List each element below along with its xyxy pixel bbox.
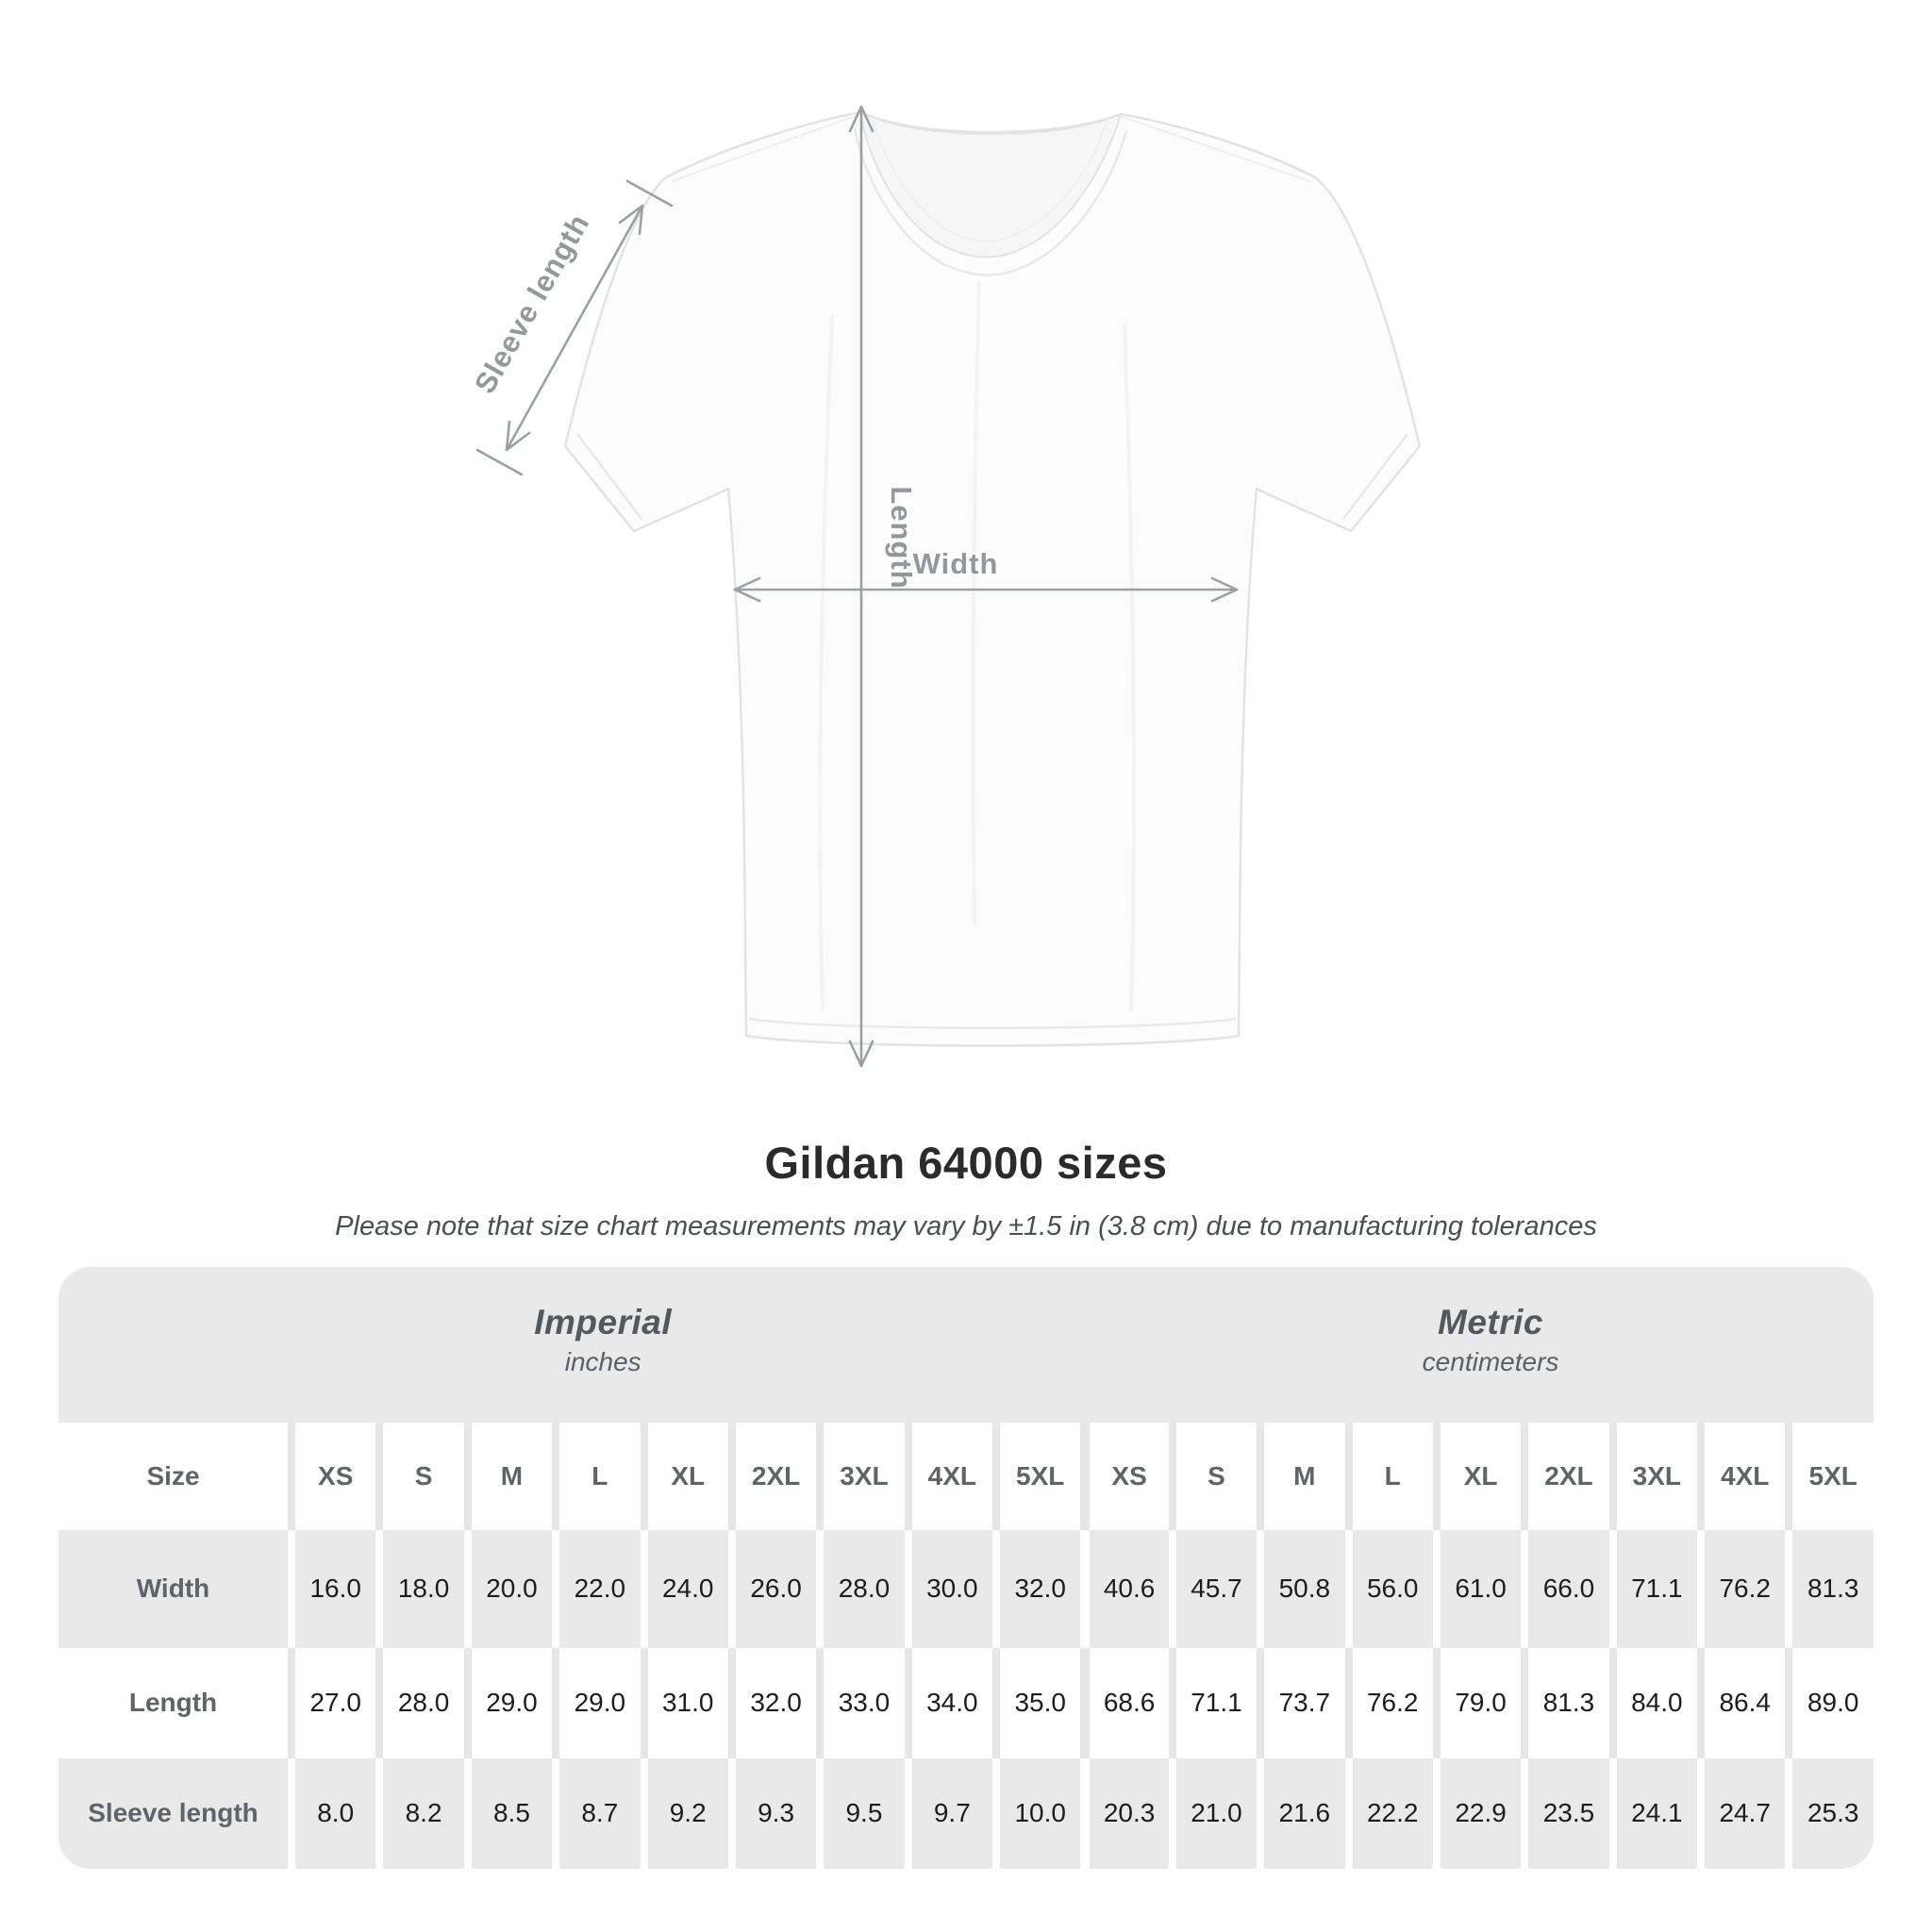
value-imperial: 9.3 <box>728 1758 816 1869</box>
value-imperial: 24.0 <box>641 1530 728 1648</box>
value-imperial: 18.0 <box>375 1530 463 1648</box>
value-imperial: 35.0 <box>992 1648 1080 1758</box>
value-metric: 71.1 <box>1169 1648 1257 1758</box>
value-imperial: 9.5 <box>816 1758 904 1869</box>
value-imperial: 28.0 <box>816 1530 904 1648</box>
length-label: Length <box>885 486 918 590</box>
size-col-imperial-xl: XL <box>641 1423 728 1530</box>
value-metric: 79.0 <box>1433 1648 1521 1758</box>
value-metric: 71.1 <box>1609 1530 1697 1648</box>
value-imperial: 32.0 <box>992 1530 1080 1648</box>
size-col-metric-s: S <box>1169 1423 1257 1530</box>
metric-header <box>1423 1301 1559 1380</box>
size-header-label: Size <box>58 1423 288 1530</box>
metric-unit: centimeters <box>1422 1347 1559 1376</box>
value-imperial: 8.0 <box>288 1758 375 1869</box>
measurement-row-sleeve-length <box>58 1758 1874 1869</box>
value-imperial: 9.7 <box>905 1758 992 1869</box>
value-metric: 40.6 <box>1080 1530 1168 1648</box>
value-imperial: 16.0 <box>288 1530 375 1648</box>
size-col-imperial-2xl: 2XL <box>728 1423 816 1530</box>
size-col-imperial-5xl: 5XL <box>992 1423 1080 1530</box>
size-col-imperial-xs: XS <box>288 1423 375 1530</box>
size-header-row <box>58 1423 1874 1530</box>
size-col-metric-4xl: 4XL <box>1697 1423 1785 1530</box>
value-metric: 50.8 <box>1257 1530 1344 1648</box>
value-metric: 81.3 <box>1521 1648 1608 1758</box>
measurement-row-length <box>58 1648 1874 1758</box>
imperial-header <box>534 1301 672 1380</box>
size-col-imperial-l: L <box>552 1423 640 1530</box>
value-metric: 20.3 <box>1080 1758 1168 1869</box>
size-col-metric-3xl: 3XL <box>1609 1423 1697 1530</box>
value-metric: 84.0 <box>1609 1648 1697 1758</box>
value-metric: 68.6 <box>1080 1648 1168 1758</box>
page-title: Gildan 64000 sizes <box>764 1138 1168 1188</box>
value-metric: 89.0 <box>1785 1648 1874 1758</box>
value-metric: 24.1 <box>1609 1758 1697 1869</box>
value-imperial: 32.0 <box>728 1648 816 1758</box>
value-imperial: 34.0 <box>905 1648 992 1758</box>
value-imperial: 33.0 <box>816 1648 904 1758</box>
value-imperial: 8.7 <box>552 1758 640 1869</box>
value-metric: 21.0 <box>1169 1758 1257 1869</box>
value-metric: 25.3 <box>1785 1758 1874 1869</box>
value-metric: 56.0 <box>1345 1530 1433 1648</box>
unit-header-band <box>58 1267 1874 1423</box>
size-col-metric-xl: XL <box>1433 1423 1521 1530</box>
size-col-imperial-3xl: 3XL <box>816 1423 904 1530</box>
value-metric: 76.2 <box>1345 1648 1433 1758</box>
value-metric: 76.2 <box>1697 1530 1785 1648</box>
size-col-metric-2xl: 2XL <box>1521 1423 1608 1530</box>
value-imperial: 31.0 <box>641 1648 728 1758</box>
value-metric: 23.5 <box>1521 1758 1608 1869</box>
value-imperial: 10.0 <box>992 1758 1080 1869</box>
row-label: Width <box>58 1530 288 1648</box>
value-imperial: 27.0 <box>288 1648 375 1758</box>
size-grid <box>58 1423 1874 1869</box>
row-label: Sleeve length <box>58 1758 288 1869</box>
size-col-imperial-m: M <box>464 1423 552 1530</box>
value-metric: 21.6 <box>1257 1758 1344 1869</box>
size-col-metric-5xl: 5XL <box>1785 1423 1874 1530</box>
metric-title: Metric <box>1438 1303 1544 1341</box>
imperial-unit: inches <box>564 1347 641 1376</box>
sleeve-length-label: Sleeve length <box>468 208 596 399</box>
imperial-title: Imperial <box>534 1303 673 1341</box>
value-metric: 73.7 <box>1257 1648 1344 1758</box>
value-imperial: 29.0 <box>552 1648 640 1758</box>
value-imperial: 8.2 <box>375 1758 463 1869</box>
value-metric: 61.0 <box>1433 1530 1521 1648</box>
size-col-imperial-s: S <box>375 1423 463 1530</box>
value-metric: 66.0 <box>1521 1530 1608 1648</box>
value-imperial: 9.2 <box>641 1758 728 1869</box>
value-metric: 22.9 <box>1433 1758 1521 1869</box>
value-metric: 24.7 <box>1697 1758 1785 1869</box>
value-imperial: 30.0 <box>905 1530 992 1648</box>
value-imperial: 28.0 <box>375 1648 463 1758</box>
value-imperial: 22.0 <box>552 1530 640 1648</box>
width-label: Width <box>912 547 999 580</box>
value-metric: 22.2 <box>1345 1758 1433 1869</box>
size-table <box>58 1267 1874 1869</box>
value-imperial: 29.0 <box>464 1648 552 1758</box>
row-label: Length <box>58 1648 288 1758</box>
page-subtitle: Please note that size chart measurements may vary by ±1.5 in (3.8 cm) due to manufacturing tolerances <box>335 1211 1597 1241</box>
value-imperial: 8.5 <box>464 1758 552 1869</box>
value-imperial: 20.0 <box>464 1530 552 1648</box>
measurement-row-width <box>58 1530 1874 1648</box>
value-metric: 86.4 <box>1697 1648 1785 1758</box>
size-col-metric-l: L <box>1345 1423 1433 1530</box>
value-metric: 45.7 <box>1169 1530 1257 1648</box>
size-col-imperial-4xl: 4XL <box>905 1423 992 1530</box>
size-col-metric-m: M <box>1257 1423 1344 1530</box>
value-imperial: 26.0 <box>728 1530 816 1648</box>
size-col-metric-xs: XS <box>1080 1423 1168 1530</box>
value-metric: 81.3 <box>1785 1530 1874 1648</box>
